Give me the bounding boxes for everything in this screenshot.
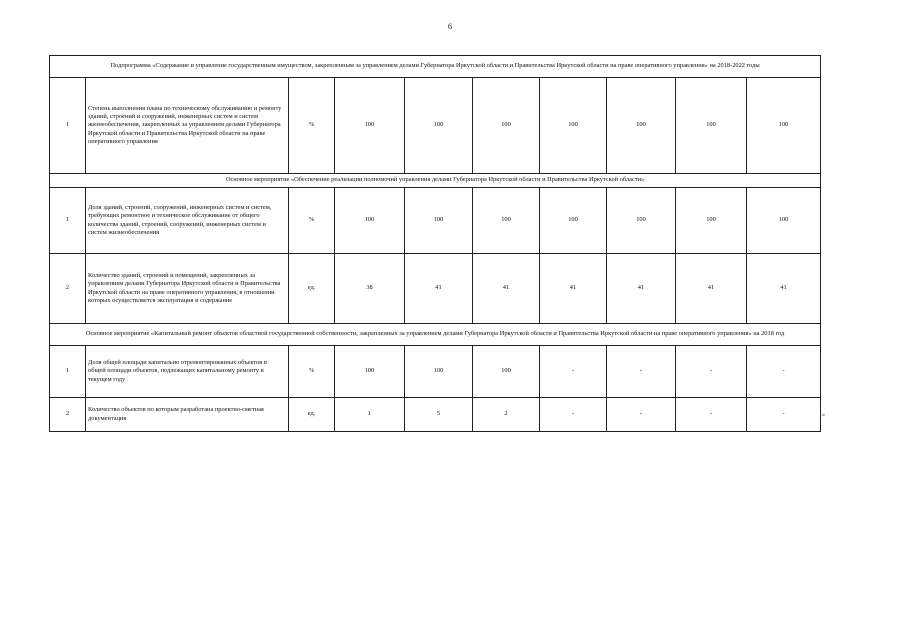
value-cell: - bbox=[540, 346, 607, 398]
value-cell: 41 bbox=[540, 254, 607, 324]
indicator-row bbox=[50, 254, 821, 324]
unit-cell: % bbox=[289, 78, 335, 174]
indicator-row bbox=[50, 188, 821, 254]
value-cell: 100 bbox=[607, 78, 676, 174]
unit-cell: % bbox=[289, 346, 335, 398]
value-cell: 100 bbox=[607, 188, 676, 254]
unit-cell: ед. bbox=[289, 398, 335, 432]
value-cell: 41 bbox=[747, 254, 821, 324]
value-cell: 100 bbox=[747, 78, 821, 174]
value-cell: - bbox=[540, 398, 607, 432]
value-cell: - bbox=[676, 346, 747, 398]
row-number: 2 bbox=[50, 254, 86, 324]
indicator-name: Доля общей площади капитально отремонтированных объектов в общей площади объектов, подлежащих капитальному ремонту в текущем году bbox=[86, 346, 289, 398]
value-cell: 5 bbox=[405, 398, 473, 432]
value-cell: 100 bbox=[473, 188, 540, 254]
indicator-name: Степень выполнения плана по техническому обслуживанию и ремонту зданий, строений и сооружений, инженерных систем и систем жизнеобеспечения, закрепленных за управлением делами Губернатора Иркутской области и Правительства Иркутской области на праве оперативного управления bbox=[86, 78, 289, 174]
value-cell: 41 bbox=[607, 254, 676, 324]
value-cell: 100 bbox=[540, 188, 607, 254]
section-header-row bbox=[50, 324, 821, 346]
row-number: 1 bbox=[50, 346, 86, 398]
value-cell: 2 bbox=[473, 398, 540, 432]
value-cell: - bbox=[747, 346, 821, 398]
value-cell: 41 bbox=[473, 254, 540, 324]
value-cell: 41 bbox=[405, 254, 473, 324]
unit-cell: ед. bbox=[289, 254, 335, 324]
value-cell: - bbox=[607, 346, 676, 398]
section-title: Основное мероприятие «Капитальный ремонт объектов областной государственной собственности, закрепленных за управлением делами Губернатора Иркутской области и Правительства Иркутской области на праве оперативного управления» на 2018 год bbox=[50, 324, 821, 346]
value-cell: 41 bbox=[676, 254, 747, 324]
value-cell: 100 bbox=[405, 78, 473, 174]
row-number: 1 bbox=[50, 188, 86, 254]
section-header-row bbox=[50, 174, 821, 188]
value-cell: 100 bbox=[473, 346, 540, 398]
value-cell: - bbox=[747, 398, 821, 432]
table-body bbox=[50, 56, 821, 432]
value-cell: 1 bbox=[335, 398, 405, 432]
section-title: Основное мероприятие «Обеспечение реализации полномочий управления делами Губернатора Иркутской области и Правительства Иркутской области» bbox=[50, 174, 821, 188]
section-title: Подпрограмма «Содержание и управление государственным имуществом, закрепленным за управлением делами Губернатора Иркутской области и Правительства Иркутской области на праве оперативного управления» на 2018-2022 годы bbox=[50, 56, 821, 78]
indicator-row bbox=[50, 398, 821, 432]
closing-quote-mark: » bbox=[822, 412, 825, 418]
row-number: 1 bbox=[50, 78, 86, 174]
value-cell: - bbox=[676, 398, 747, 432]
value-cell: 100 bbox=[335, 346, 405, 398]
value-cell: - bbox=[607, 398, 676, 432]
value-cell: 38 bbox=[335, 254, 405, 324]
row-number: 2 bbox=[50, 398, 86, 432]
value-cell: 100 bbox=[747, 188, 821, 254]
indicator-name: Доля зданий, строений, сооружений, инженерных систем и систем, требующих ремонтное и техническое обслуживание от общего количества зданий, строений, сооружений, инженерных систем и систем жизнеобеспечения bbox=[86, 188, 289, 254]
value-cell: 100 bbox=[405, 346, 473, 398]
value-cell: 100 bbox=[676, 78, 747, 174]
indicator-row bbox=[50, 346, 821, 398]
value-cell: 100 bbox=[676, 188, 747, 254]
section-header-row bbox=[50, 56, 821, 78]
indicators-table bbox=[49, 55, 821, 432]
value-cell: 100 bbox=[473, 78, 540, 174]
indicator-name: Количество объектов по которым разработана проектно-сметная документация bbox=[86, 398, 289, 432]
value-cell: 100 bbox=[540, 78, 607, 174]
value-cell: 100 bbox=[405, 188, 473, 254]
unit-cell: % bbox=[289, 188, 335, 254]
value-cell: 100 bbox=[335, 78, 405, 174]
value-cell: 100 bbox=[335, 188, 405, 254]
indicator-name: Количество зданий, строений и помещений, закрепленных за управлением делами Губернатора Иркутской области и Правительства Иркутской области на праве оперативного управления, в отношении которых осуществляется эксплуатация и содержание bbox=[86, 254, 289, 324]
indicator-row bbox=[50, 78, 821, 174]
page-number: 6 bbox=[448, 22, 452, 31]
